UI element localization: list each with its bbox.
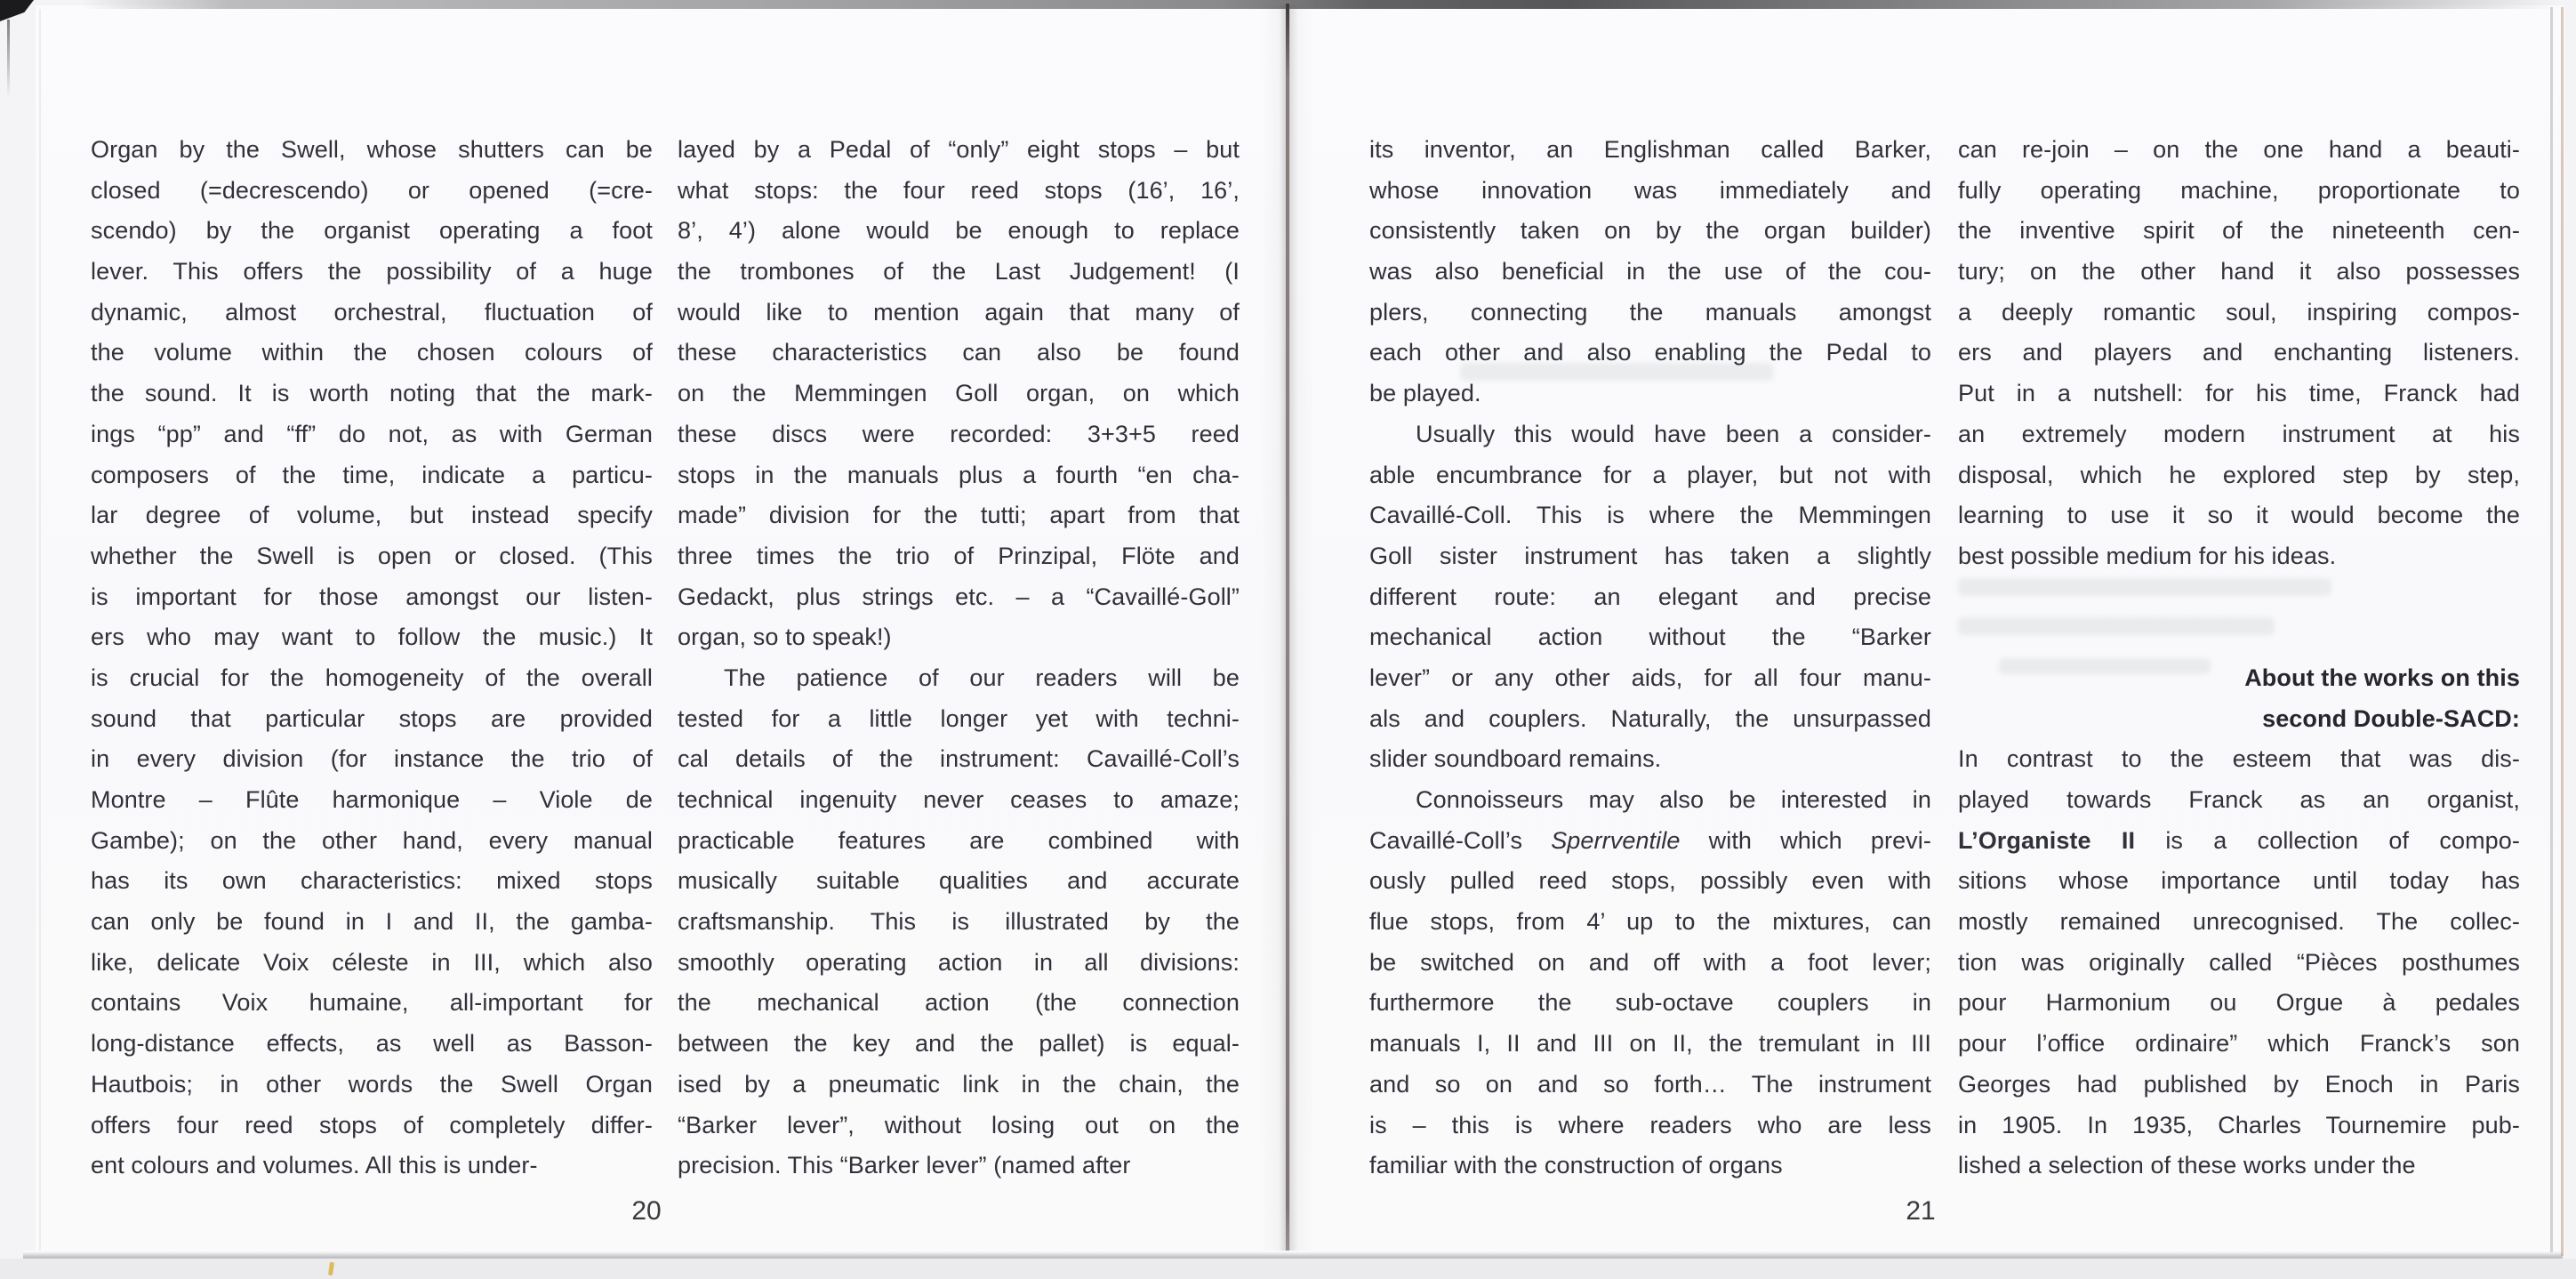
text-line: the volume within the chosen colours of [91,339,653,366]
text-line: is important for those amongst our listen- [91,583,653,610]
text-line: would like to mention again that many of [678,298,1240,326]
text-line: Connoisseurs may also be interested in [1416,786,1931,813]
text-line: the inventive spirit of the nineteenth cen- [1958,217,2520,245]
text-line: ings “pp” and “ff” do not, as with German [91,420,653,447]
text-line: plers, connecting the manuals amongst [1369,298,1931,326]
text-line: smoothly operating action in all divisions: [678,948,1240,976]
text-line: layed by a Pedal of “only” eight stops – but [678,136,1240,163]
text-line: stops in the manuals plus a fourth “en cha- [678,461,1240,488]
page-bottom-edge [23,1251,2563,1259]
text-line: pour l’office ordinaire” which Franck’s son [1958,1030,2520,1058]
text-line: tury; on the other hand it also possesses [1958,258,2520,286]
page-left-edge [39,9,41,1251]
text-line: sound that particular stops are provided [91,704,653,732]
text-line: these characteristics can also be found [678,339,1240,366]
text-line: closed (=decrescendo) or opened (=cre- [91,176,653,204]
text-line: fully operating machine, proportionate to [1958,176,2520,204]
text-line: Put in a nutshell: for his time, Franck had [1958,380,2520,407]
text-line: ers who may want to follow the music.) It [91,623,653,651]
text-line: best possible medium for his ideas. [1958,542,2337,569]
page-right-edge-tint [2561,7,2564,1256]
text-line: furthermore the sub-octave couplers in [1369,989,1931,1017]
text-line: was also beneficial in the use of the cou- [1369,258,1931,286]
text-line: is – this is where readers who are less [1369,1111,1931,1138]
scanner-background-strip [0,1259,2576,1279]
text-line: craftsmanship. This is illustrated by the [678,908,1240,936]
text-line: what stops: the four reed stops (16’, 16’, [678,176,1240,204]
text-line: each other and also enabling the Pedal to [1369,339,1931,366]
text-line: able encumbrance for a player, but not with [1369,461,1931,488]
page-number-20: 20 [631,1196,662,1226]
text-line: About the works on this [2244,664,2520,691]
text-line: on the Memmingen Goll organ, on which [678,380,1240,407]
text-line: practicable features are combined with [678,826,1240,854]
text-line: pour Harmonium ou Orgue à pedales [1958,989,2520,1017]
page21-left-column [1369,130,1931,1186]
text-line: Cavaillé-Coll. This is where the Memmingen [1369,502,1931,529]
text-line: consistently taken on by the organ builder) [1369,217,1931,245]
text-line: played towards Franck as an organist, [1958,786,2520,813]
page20-left-column [91,130,653,1186]
text-line: Cavaillé-Coll’s Sperrventile with which previ- [1369,826,1931,854]
text-line: dynamic, almost orchestral, fluctuation of [91,298,653,326]
text-line: organ, so to speak!) [678,623,892,651]
text-line: Georges had published by Enoch in Paris [1958,1070,2520,1098]
text-line: “Barker lever”, without losing out on the [678,1111,1240,1138]
text-line: the trombones of the Last Judgement! (I [678,258,1240,286]
text-line: ent colours and volumes. All this is under- [91,1152,538,1179]
text-line: 8’, 4’) alone would be enough to replace [678,217,1240,245]
text-line: ers and players and enchanting listeners. [1958,339,2520,366]
text-line: a deeply romantic soul, inspiring compos- [1958,298,2520,326]
text-line: Gedackt, plus strings etc. – a “Cavaillé-Goll” [678,583,1240,610]
text-line: can only be found in I and II, the gamba- [91,908,653,936]
page-top-edge-shadow [80,0,2561,9]
text-line: an extremely modern instrument at his [1958,420,2520,447]
text-line: the sound. It is worth noting that the mark- [91,380,653,407]
text-line: these discs were recorded: 3+3+5 reed [678,420,1240,447]
text-line: the mechanical action (the connection [678,989,1240,1017]
text-line: In contrast to the esteem that was dis- [1958,745,2520,773]
text-line: can re-join – on the one hand a beauti- [1958,136,2520,163]
text-line: flue stops, from 4’ up to the mixtures, can [1369,908,1931,936]
page21-right-column [1958,130,2520,1186]
text-line: learning to use it so it would become the [1958,502,2520,529]
scan-corner-streak [7,20,10,98]
text-line: tion was originally called “Pièces posthumes [1958,948,2520,976]
page-number-21: 21 [1906,1196,1936,1226]
page20-right-column [678,130,1240,1186]
text-line: L’Organiste II is a collection of compo- [1958,826,2520,854]
text-line: three times the trio of Prinzipal, Flöte and [678,542,1240,569]
text-line: second Double-SACD: [2262,704,2520,732]
text-line: contains Voix humaine, all-important for [91,989,653,1017]
text-line [1958,617,2520,658]
text-line: whose innovation was immediately and [1369,176,1931,204]
scan-corner-mark [0,0,34,21]
text-line: tested for a little longer yet with techni- [678,704,1240,732]
text-line: lished a selection of these works under the [1958,1152,2416,1179]
text-line: scendo) by the organist operating a foot [91,217,653,245]
text-line: between the key and the pallet) is equal- [678,1030,1240,1058]
text-line: composers of the time, indicate a particu- [91,461,653,488]
text-line: musically suitable qualities and accurate [678,867,1240,895]
text-line: lever” or any other aids, for all four manu- [1369,664,1931,691]
text-line: whether the Swell is open or closed. (This [91,542,653,569]
text-line: and so on and so forth… The instrument [1369,1070,1931,1098]
text-line: Goll sister instrument has taken a slightly [1369,542,1931,569]
text-line: disposal, which he explored step by step, [1958,461,2520,488]
text-line: manuals I, II and III on II, the tremulant in III [1369,1030,1931,1058]
text-line: The patience of our readers will be [724,664,1240,691]
text-line: in every division (for instance the trio of [91,745,653,773]
text-line: familiar with the construction of organs [1369,1152,1783,1179]
text-line: precision. This “Barker lever” (named after [678,1152,1131,1179]
text-line: long-distance effects, as well as Basson- [91,1030,653,1058]
text-line: lever. This offers the possibility of a huge [91,258,653,286]
text-line: ously pulled reed stops, possibly even with [1369,867,1931,895]
text-line: Usually this would have been a consider- [1416,420,1931,447]
text-line: Gambe); on the other hand, every manual [91,826,653,854]
text-line: mostly remained unrecognised. The collec- [1958,908,2520,936]
text-line: ised by a pneumatic link in the chain, the [678,1070,1240,1098]
center-fold-line [1286,4,1289,1254]
text-line: mechanical action without the “Barker [1369,623,1931,651]
text-line: in 1905. In 1935, Charles Tournemire pub- [1958,1111,2520,1138]
text-line: offers four reed stops of completely differ- [91,1111,653,1138]
text-line: cal details of the instrument: Cavaillé-Coll’s [678,745,1240,773]
text-line: slider soundboard remains. [1369,745,1662,773]
text-line: sitions whose importance until today has [1958,867,2520,895]
text-line [1958,577,2520,618]
text-line: als and couplers. Naturally, the unsurpassed [1369,704,1931,732]
text-line: technical ingenuity never ceases to amaze; [678,786,1240,813]
text-line: be played. [1369,380,1481,407]
text-line: has its own characteristics: mixed stops [91,867,653,895]
text-line: Hautbois; in other words the Swell Organ [91,1070,653,1098]
text-line: different route: an elegant and precise [1369,583,1931,610]
text-line: its inventor, an Englishman called Barker, [1369,136,1931,163]
text-line: Organ by the Swell, whose shutters can be [91,136,653,163]
text-line: is crucial for the homogeneity of the overall [91,664,653,691]
text-line: be switched on and off with a foot lever; [1369,948,1931,976]
text-line: made” division for the tutti; apart from that [678,502,1240,529]
text-line: lar degree of volume, but instead specify [91,502,653,529]
text-line: like, delicate Voix céleste in III, which also [91,948,653,976]
page-right-edge [2550,7,2553,1252]
text-line: Montre – Flûte harmonique – Viole de [91,786,653,813]
